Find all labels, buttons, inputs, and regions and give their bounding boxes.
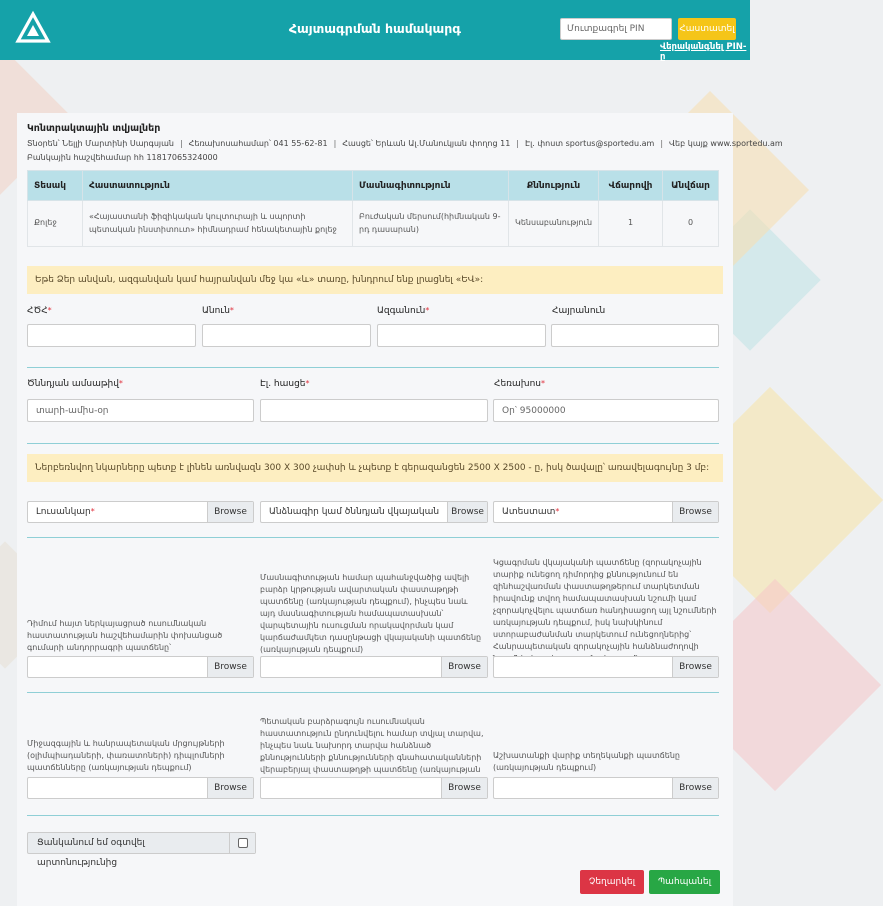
university-upload[interactable] xyxy=(260,777,488,799)
cell-institution: «Հայաստանի ֆիզիկական կուլտուրայի և սպորտի պետական ինստիտուտ» հիմնադրամ հենակետային քոլեջ xyxy=(83,201,353,247)
restore-pin-link[interactable]: Վերականգնել PIN-ը xyxy=(660,42,747,62)
divider xyxy=(27,815,719,816)
director-name: Տնօրեն՝ Նելլի Մարտինի Սարգսյան xyxy=(27,139,174,148)
divider xyxy=(27,443,719,444)
work-doc-label: Աշխատանքի վարիք տեղեկանքի պատճենը (առկայության դեպքում) xyxy=(493,751,680,772)
certificate-upload-label: Ատեստատ* xyxy=(502,507,560,517)
divider xyxy=(27,367,719,368)
save-button[interactable]: Պահպանել xyxy=(649,870,720,894)
email-input[interactable] xyxy=(260,399,488,422)
education-upload[interactable] xyxy=(260,656,488,678)
certificate-browse-button[interactable]: Browse xyxy=(672,502,718,522)
work-browse-button[interactable]: Browse xyxy=(672,778,718,798)
photo-upload[interactable] xyxy=(27,501,254,523)
contractor-title: Կոնտրակտային տվյալներ xyxy=(27,123,161,134)
column-header: Հաստատություն xyxy=(83,171,353,201)
diplomas-upload[interactable] xyxy=(27,777,254,799)
column-header: Վճարովի xyxy=(599,171,663,201)
divider xyxy=(27,692,719,693)
bank-account: Բանկային հաշվեհամար hh 11817065324000 xyxy=(27,153,218,162)
university-doc-label: Պետական բարձրագույն ուսումնական հաստատություն ընդունվելու համար տվյալ տարվա, ինչպես նաև նախորդ տարվա հանձնած քննությունների քննությունների գնահատականների վերաբերյալ փաստաթղթի պատճենը (առկայության xyxy=(260,717,484,774)
column-header: Մասնագիտություն xyxy=(353,171,509,201)
contractor-contacts: Տնօրեն՝ Նելլի Մարտինի Սարգսյան | Հեռախոսահամար՝ 041 55-62-81 | Հասցե՝ Երևան Ալ.Մանուկյան փողոց 11 | Էլ. փոստ sportus@sportedu.am | Վեբ կայք www.sportedu.am xyxy=(27,139,783,148)
education-doc-label: Մասնագիտության համար պահանջվածից ավելի բարձր կրթության ավարտական փաստաթղթի պատճենը (առկայության դեպքում), ինչպես նաև այդ մասնագիտության համապատասխան՝ վարպետային ուսուցման որակավորման կամ կարճաժամկետ դասընթացի վկայականի պատճենը (առկայության դեպքում) xyxy=(260,573,482,654)
phone-label: Հեռախոս* xyxy=(494,379,545,389)
contractor-phone: Հեռախոսահամար՝ 041 55-62-81 xyxy=(188,139,328,148)
passport-upload[interactable] xyxy=(260,501,488,523)
top-header xyxy=(0,0,750,60)
photo-upload-label: Լուսանկար* xyxy=(36,507,95,517)
selection-table xyxy=(27,170,719,247)
birthdate-label: Ծննդյան ամսաթիվ* xyxy=(27,379,123,389)
passport-browse-button[interactable]: Browse xyxy=(447,502,487,522)
application-form xyxy=(17,113,783,906)
first-name-input[interactable] xyxy=(202,324,371,347)
patronymic-input[interactable] xyxy=(551,324,719,347)
military-doc-label: Կցագրման վկայականի պատճենը (զորակոչային տարիք ունեցող դիմորդից քննությունում են զինհաշվառման փաստաթղթերում տարկետման իրավունք տվող համապատասխան նշումի կամ չզորակոչվելու պատճառ հանդիսացող այլ նշումների առկայության դեպքում, իսկ նախկինում ստորաբաժանման տարկետում ունեցողներից՝ Հանրապետական զորակոչային հանձնաժողովի xyxy=(493,558,717,651)
patronymic-label: Հայրանուն xyxy=(552,306,606,316)
contractor-website: Վեբ կայք www.sportedu.am xyxy=(669,139,783,148)
pin-input[interactable] xyxy=(560,18,672,40)
work-upload[interactable] xyxy=(493,777,719,799)
photo-browse-button[interactable]: Browse xyxy=(207,502,253,522)
receipt-upload[interactable] xyxy=(27,656,254,678)
certificate-upload[interactable] xyxy=(493,501,719,523)
cancel-button[interactable]: Չեղարկել xyxy=(580,870,644,894)
divider xyxy=(27,537,719,538)
cell-exam: Կենսաբանություն xyxy=(509,201,599,247)
cell-paid: 1 xyxy=(599,201,663,247)
page-title: Հայտագրման համակարգ xyxy=(288,21,462,36)
column-header: Անվճար xyxy=(663,171,719,201)
last-name-label: Ազգանուն* xyxy=(377,306,430,316)
diplomas-doc-label: Միջազգային և հանրապետական մրցույթների (օլիմպիադաների, փառատոների) դիպլոմների պատճենները (առկայության դեպքում) xyxy=(27,739,225,772)
consent-label: Ցանկանում եմ օգտվել արտոնությունից xyxy=(37,838,145,868)
university-browse-button[interactable]: Browse xyxy=(441,778,487,798)
ssn-input[interactable] xyxy=(27,324,196,347)
last-name-input[interactable] xyxy=(377,324,546,347)
diplomas-browse-button[interactable]: Browse xyxy=(207,778,253,798)
receipt-doc-label: Դիմում հայտ ներկայացրած ուսումնական հաստատության հաշվեհամարին փոխանցած գումարի անդորրագրի պատճենը՝ xyxy=(27,619,223,652)
consent-checkbox[interactable] xyxy=(229,833,255,853)
confirm-pin-button[interactable]: Հաստատել xyxy=(678,18,736,40)
column-header: Տեսակ xyxy=(28,171,83,201)
ssn-label: ՀԾՀ* xyxy=(27,306,52,316)
table-header-row xyxy=(28,171,719,201)
cell-specialty: Բուժական մերսում(հիմնական 9-րդ դասարան) xyxy=(353,201,509,247)
phone-input[interactable] xyxy=(493,399,719,422)
cell-type: Քոլեջ xyxy=(28,201,83,247)
name-notice: Եթե Ձեր անվան, ազգանվան կամ հայրանվան մեջ կա «և» տառը, խնդրում ենք լրացնել «ԵՎ»: xyxy=(27,266,723,294)
passport-upload-label: Անձնագիր կամ ծննդյան վկայական xyxy=(269,507,440,517)
upload-notice: Ներբեռնվող նկարները պետք է լինեն առնվազն 300 X 300 չափսի և չպետք է գերազանցեն 2500 X 2500 - ը, իսկ ծավալը՝ առավելագույնը 3 մբ: xyxy=(27,454,723,482)
military-browse-button[interactable]: Browse xyxy=(672,657,718,677)
email-label: Էլ. հասցե* xyxy=(260,379,310,389)
cell-free: 0 xyxy=(663,201,719,247)
benefit-consent[interactable] xyxy=(27,832,256,868)
table-row xyxy=(28,201,719,247)
military-upload[interactable] xyxy=(493,656,719,678)
birthdate-input[interactable] xyxy=(27,399,254,422)
contractor-email: Էլ. փոստ sportus@sportedu.am xyxy=(525,139,655,148)
receipt-browse-button[interactable]: Browse xyxy=(207,657,253,677)
column-header: Քննություն xyxy=(509,171,599,201)
contractor-address: Հասցե՝ Երևան Ալ.Մանուկյան փողոց 11 xyxy=(342,139,511,148)
first-name-label: Անուն* xyxy=(202,306,234,316)
education-browse-button[interactable]: Browse xyxy=(441,657,487,677)
